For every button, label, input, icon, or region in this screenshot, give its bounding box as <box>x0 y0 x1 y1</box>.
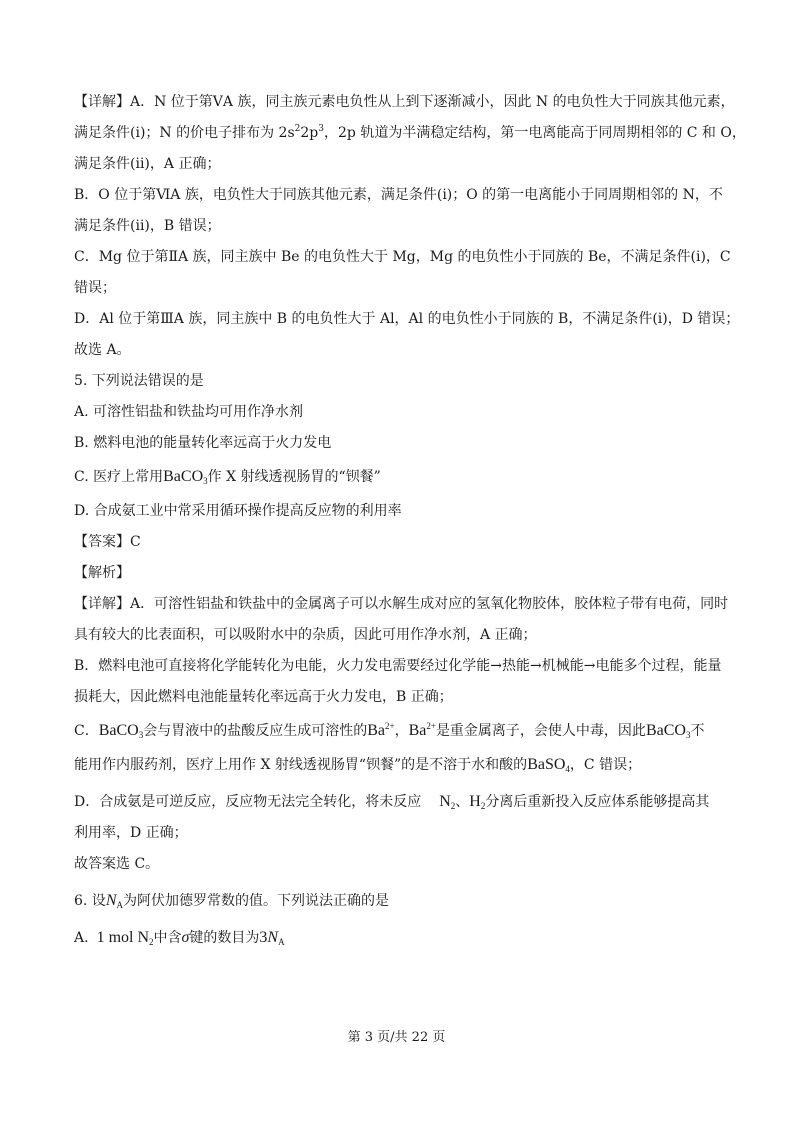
question-5-option-d: D. 合成氨工业中常采用循环操作提高反应物的利用率 <box>74 503 402 519</box>
text-run: 、 <box>455 794 470 810</box>
chemical-formula <box>367 722 394 739</box>
subscript: 4 <box>565 764 570 774</box>
constant-symbol <box>267 929 284 946</box>
explanation-line: B．燃料电池可直接将化学能转化为电能，火力发电需要经过化学能→热能→机械能→电能多个过程，能量 <box>74 658 722 674</box>
explanation-line: 【详解】A．N 位于第ⅤA 族，同主族元素电负性从上到下逐渐减小，因此 N 的电负性大于同族其他元素， <box>74 94 735 110</box>
question-5-option-b: B. 燃料电池的能量转化率远高于火力发电 <box>74 435 332 451</box>
explanation-line <box>74 721 736 741</box>
text-run: 会与胃液中的盐酸反应生成可溶性的 <box>143 723 368 739</box>
question-5-option-a: A. 可溶性铝盐和铁盐均可用作净水剂 <box>74 404 304 420</box>
text-run: C. 医疗上常用 <box>74 469 164 485</box>
explanation-line: B．O 位于第ⅥA 族，电负性大于同族其他元素，满足条件(ⅰ)；O 的第一电离能小于同周期相邻的 N，不 <box>74 187 723 203</box>
formula-text: 1 mol N <box>96 929 150 946</box>
chemical-formula <box>439 793 455 810</box>
formula-text: BaCO <box>163 468 204 485</box>
formula-text: H <box>469 793 481 810</box>
subscript: 3 <box>203 476 208 486</box>
formula-text: BaSO <box>527 756 566 773</box>
page-number: 第 3 页/共 22 页 <box>347 1030 446 1045</box>
formula-text: N <box>267 929 279 946</box>
subscript: 3 <box>685 730 691 740</box>
subscript: 2 <box>480 801 486 811</box>
formula-text: 3 <box>259 929 268 946</box>
explanation-line: 具有较大的比表面积，可以吸附水中的杂质，因此可用作净水剂，A 正确； <box>74 627 537 643</box>
explanation-line: 错误； <box>74 280 116 296</box>
formula-text: BaCO <box>98 722 139 739</box>
formula-text: BaCO <box>645 722 686 739</box>
document-body <box>74 92 746 948</box>
explanation-line <box>74 123 746 143</box>
explanation-line: 利用率，D 正确； <box>74 825 188 841</box>
explanation-line: 损耗大，因此燃料电池能量转化率远高于火力发电，B 正确； <box>74 689 453 705</box>
question-6-option-a <box>74 928 736 948</box>
text-run: 为阿伏加德罗常数的值。下列说法正确的是 <box>122 893 389 909</box>
explanation-line: 满足条件(ⅱ)，B 错误； <box>74 218 221 234</box>
formula-text: N <box>439 793 451 810</box>
chemical-formula <box>469 793 485 810</box>
text-run: ，C 错误； <box>569 757 642 773</box>
text-run: ， <box>394 723 409 739</box>
subscript: 2 <box>450 801 456 811</box>
formula-text: Ba <box>367 722 385 739</box>
formula-text: N <box>105 892 117 909</box>
explanation-line <box>74 755 736 775</box>
explanation-line: C．Mg 位于第ⅡA 族，同主族中 Be 的电负性大于 Mg，Mg 的电负性小于同族的 Be，不满足条件(ⅰ)，C <box>74 249 731 265</box>
conclusion-line: 故答案选 C。 <box>74 856 160 872</box>
question-5-stem: 5. 下列说法错误的是 <box>74 373 204 389</box>
text-run: 2p <box>300 125 319 141</box>
text-run: 作 X 射线透视肠胃的“钡餐” <box>207 469 381 485</box>
chemical-formula <box>527 756 570 773</box>
question-5-option-c <box>74 467 736 487</box>
explanation-line: 【详解】A．可溶性铝盐和铁盐中的金属离子可以水解生成对应的氢氧化物胶体，胶体粒子带有电荷，同时 <box>74 596 729 612</box>
text-run: A. <box>74 930 89 946</box>
chemical-formula <box>99 722 144 739</box>
question-6-stem <box>74 891 736 911</box>
text-run: 6. 设 <box>74 893 106 909</box>
explanation-line: D．Al 位于第ⅢA 族，同主族中 B 的电负性大于 Al，Al 的电负性小于同族的 B，不满足条件(ⅰ)，D 错误； <box>74 311 740 327</box>
superscript: 2 <box>294 124 301 134</box>
explanation-line: 满足条件(ⅱ)，A 正确； <box>74 156 221 172</box>
conclusion-line: 故选 A。 <box>74 342 131 358</box>
chemical-formula <box>163 468 208 485</box>
text-run: 键的数目为 <box>189 930 260 946</box>
chemical-formula <box>409 722 436 739</box>
explanation-line <box>74 792 736 812</box>
text-run: 满足条件(ⅰ)；N 的价电子排布为 2s <box>74 125 295 141</box>
text-run: C． <box>74 723 99 739</box>
superscript: 3 <box>318 124 324 134</box>
text-run: 中含 <box>153 930 182 946</box>
superscript: 2+ <box>385 721 395 731</box>
text-run: 能用作内服药剂，医疗上用作 X 射线透视肠胃“钡餐”的是不溶于水和酸的 <box>74 757 528 773</box>
subscript: 2 <box>149 937 154 947</box>
formula-text: Ba <box>408 722 427 739</box>
chemical-formula <box>646 722 691 739</box>
subscript: A <box>116 900 123 910</box>
text-run: 不 <box>690 723 705 739</box>
text-run: D．合成氨是可逆反应，反应物无法完全转化，将未反应 <box>74 794 422 810</box>
analysis-label: 【解析】 <box>74 565 130 581</box>
superscript: 2+ <box>426 721 436 731</box>
constant-symbol <box>106 892 123 909</box>
text-run: 是重金属离子，会使人中毒，因此 <box>435 723 646 739</box>
subscript: A <box>278 937 285 947</box>
text-run: ，2p 轨道为半满稳定结构，第一电离能高于同周期相邻的 C 和 O， <box>324 125 746 141</box>
subscript: 3 <box>138 730 144 740</box>
answer-label: 【答案】C <box>74 534 141 550</box>
page-footer <box>0 1026 793 1045</box>
text-run: 分离后重新投入反应体系能够提高其 <box>485 794 710 810</box>
chemical-formula <box>97 929 154 946</box>
sigma-symbol: σ <box>181 929 190 946</box>
